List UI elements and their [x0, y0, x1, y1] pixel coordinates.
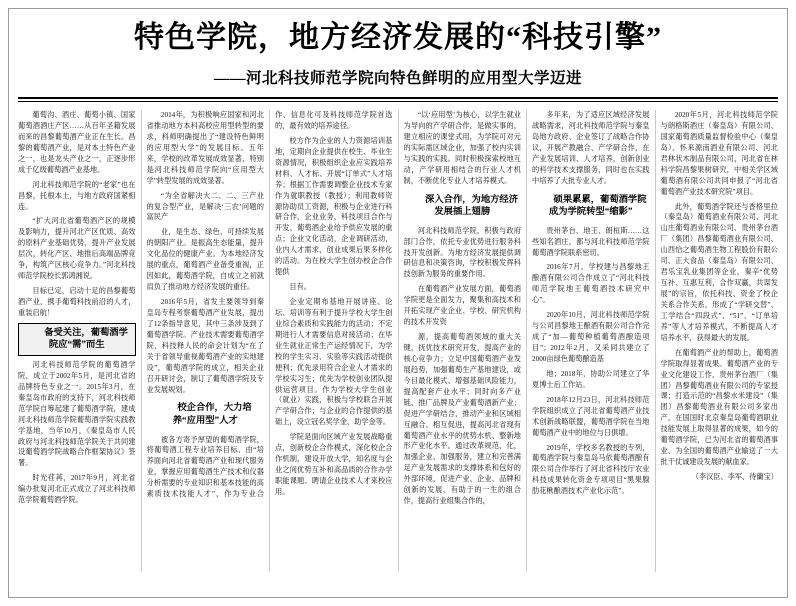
article-body: [18, 110, 778, 572]
body-paragraph: 目标已定，启动十足的昌黎葡萄酒产业，携手葡萄科技前沿的人才，重装启航！: [18, 287, 136, 317]
body-paragraph: “为全省解决大二、二、三产业的复合型产业，是解决‘三农’问题的富民产: [146, 191, 264, 222]
body-paragraph: 此外，葡萄酒学院还与香格里拉（秦皇岛）葡萄酒业有限公司、河北山庄葡萄酒业有限公司、贵州茅台酒厂（集团）昌黎葡萄酒业有限公司、山西恰之葡萄酒生物工程股份有限公司、正大食品（秦皇岛）有限公司、君乐宝乳业集团等企业，秦辛“优势互补、互惠互利，合作双赢，共谋发展”的宗旨，依托科技、资金了校企关系合作关系，形成了“学研交替”、工学结合“四段式”、“51”、“订单培养”等人才培养模式，不断提高人才培养水平，获得最大的发展。: [660, 202, 778, 342]
body-paragraph: 地；2018年，协助公司建立了华夏博士后工作站。: [532, 369, 650, 389]
page-subtitle: ——河北科技师范学院向特色鲜明的应用型大学迈进: [213, 70, 582, 87]
body-paragraph: 被各方寄予厚望的葡萄酒学院，将葡萄酒工程专业培养目标、由“培养面向河北省葡萄酒产业和现代服务业，掌握应用葡萄酒生产技术和仪器分析需要的专业知识和基本技能的高素质技术技能人才”，作为专业合作、信息化可及科技师范学院首选的，最有效的培养途径。: [146, 111, 393, 499]
body-paragraph: 学院是面向区域产业发展战略重点，创新校企合作模式，深化校企合作机制，建设开放大学，知名度与企业之间优势互补和高品质的合作办学职能课题、聘请企业技术人才来校应用。: [275, 433, 393, 496]
body-paragraph: 2020年5月，河北科技师范学院与朗格斯酒庄（秦皇岛）有限公司、国家葡萄酒质量监督检验中心（秦皇岛）、怀来源南酒业有限公司、河北君林状木制品有限公司，河北省在林科学院昌黎果树研究，中相关学区域葡萄酒有限公司共同申报了“河北省葡萄酒产业技术研究院”项目。: [660, 111, 778, 196]
page-title: 特色学院，地方经济发展的“科技引擎”: [134, 21, 662, 54]
body-paragraph: 时光荏苒，2017年9月，河北省编办批复河北正式成立了河北科技师范学院葡萄酒学院。: [18, 474, 136, 505]
body-paragraph: 2018年12月23日，河北科技师范学院组织成立了河北省葡萄酒产业技术创新战略联盟，葡萄酒学院在当地葡萄酒产业中的地位与日俱增。: [532, 395, 650, 437]
body-paragraph: 2016年5月，省发主要领导到秦皇岛专程考察葡萄酒产业发展，提出了12条指导意见，其中三条涉及到了葡萄酒学院。产业技术需要葡萄酒学院，科技释人民的命会计划为“在了关于省领导重视葡萄酒产业的实地建设”，葡萄酒学院的成立，相关企业召开研讨会，制订了葡萄酒学院及专业发展规划。: [146, 298, 264, 394]
body-paragraph: 葡萄沟、酒庄、葡萄小镇、国家葡萄酒酒庄产区……从百年圣籍发展而来的昌黎葡萄酒产业正在生长。昌黎的葡萄酒产业，是对本土特色产业之一，也是龙头产业之一，正逐步形成千亿级葡萄酒产业基地。: [18, 111, 136, 174]
section-heading-1: 备受关注，葡萄酒学院应“需”而生: [18, 323, 136, 356]
body-paragraph: 2020年10月，河北科技师范学院与公司昌黎地王酿酒有限公司合作完成了“加—葡萄种植葡萄酒酿造项目”；2012年2月，又采同共建立了2000亩绿色葡萄酿造基: [532, 311, 650, 363]
page-content: [18, 14, 778, 596]
body-paragraph: “扩大河北省葡萄酒产区的规模及影响力，提升河北产区优质、高效的原料产业基础优势，提升产业发展层次，转化产区、地推后高端品牌竞争，构筑产区核心竞争力。”河北科技师范学院校长郭鸿湘说。: [18, 217, 136, 281]
body-paragraph: 2016年7月，学校建与昌黎地王酿酒有限公司合作成立了“河北科技师范学院地王葡萄酒技术研究中心”。: [532, 263, 650, 305]
section-heading-3: 深入合作，为地方经济发展插上翅膀: [425, 194, 519, 218]
body-paragraph: 目有。: [289, 283, 311, 292]
body-paragraph: 业，是生态、绿色、可持续发展的朝阳产业。是振高生态能量，提升文化品位的健康产业。为本地经济发展的重点，葡萄酒产业备受重视，正因如此，葡萄酒学院，自成立之初就肩负了推动地方经济发展的重任。: [146, 228, 264, 292]
body-paragraph: 在葡萄酒产业的帮助上，葡萄酒学院取得显著成果。葡萄酒产业的专业文化建设工作，贵州茅台酒厂（集团）昌黎葡萄酒业有限公司的专家授课；打造示范的“昌黎水米建设”（集团）昌黎葡萄酒业有限公司多家出产，在国国时北京秦皇岛葡萄酒职业技能发展上取得显著的成果，如今的葡萄酒学院，已为河北省的葡萄酒事业、为全国的葡萄酒产业输送了一大批干仗诚建设发展的献血家。: [660, 348, 778, 467]
body-paragraph: 多年来，为了适应区域经济发展战略需求，河北科技师范学院与秦皇岛地方政府、企业签订了战略合作协议，开展产教融合、产学研合作，在产业发展培训、人才培养，创新创业的科学技术支撑服务，同时也在实践中培养了大批专业人才。: [532, 111, 650, 185]
body-paragraph: 企业定期布基地开展讲座、论坛、培训等有利于提升学校大学生创业综合素质和实践能力的活动；不定期进行人才需要信息对接活动；在毕业生就业正常生产运经情况下，为学校的学生实习、实验等实践活动提供便利；优先录用符合企业人才需求的学校实习生；优先为学校创业团队提供运营项目。作为学校大学生创业（就业）实践，积极与学校联合开展产学研合作；与企业的合作提供的基础上，设立冠名奖学金、助学金等。: [275, 298, 393, 427]
title-divider: [18, 97, 778, 102]
body-paragraph: 河北科技师范学院的“老家”也在昌黎，托根本土，与地方政府国紧相连。: [18, 180, 136, 211]
body-paragraph: 源，提高葡萄酒领域的重大关键，抚优技术研究开发，提高产业的核心竞争力；立足中国葡萄酒产业发展趋势，加强葡萄生产基地建设，或今目最化模式、增强基础风险能力，提高配套产业水平；同时向多产业链、推广品牌及产业葡萄酒新产业；促进产学研结合，推动产业和区域相互融合、相互促进，提高河北省现有葡萄酒产业水平的优势水机、整新地形产业化水平。通过改革规范，化，加强企业、加强服务，建立和完善满足产业发展需求的支撑体系和包好的外部环境，促进产业、企业、品牌和创新的发展，有助于的一生的组合作，提高行业组集合作的，: [403, 333, 521, 506]
body-paragraph: 贵州茅台、地王、朗桓斯……这些知名酒庄，都与河北科技师范学院葡萄酒学院联系密切。: [532, 226, 650, 257]
body-paragraph: 河北科技师范学院，积极与政府部门合作，依托专业优势进行服务科技开发创新。为地方经济发展提供调研信息和决策咨询，学校积极发挥科技创新为服务的重要作用。: [403, 226, 521, 279]
body-paragraph: “以‘应用型’为核心，以学生就业为导向的产学研合作，是做实事的，建立相应的课堂式用，为学院可对元的实际需区域企业，加强了校内实训与实践的实践。同时积极探索校地互动，产学研用相结合的行业人才机制，不断优化专业人才培养模式。: [403, 111, 521, 185]
body-paragraph: 在葡萄酒产业发展方面，葡萄酒学院更是全面发力，聚集和高技术和开拓实现产业企业、学校、研究机构的技术开发资: [403, 285, 521, 327]
section-heading-4: 硕果累累，葡萄酒学院成为学院转型“缩影”: [548, 194, 647, 218]
body-paragraph: 2014年，为积极响应国家和河北省推动地方本科高校应用型转型的要求，科师明确提出了“建设特色鲜明的应用型大学”的发展目标。五年来，学校的改革发展成效显著，特别是河北科技师范学院向“应用型大学”转型发展的成效显著。: [146, 111, 264, 185]
body-paragraph: 校方作为企业的人力资源培训基地，定期向企业提供在校生、毕业生资源情况，积极组织企业应实践培养材料、人才标、开展“订单式”人才培养；根据工作需要调整企业技术专家作为就职教授（教授）；利用教师资源协助员工资源，积极与企业进行科研合作，企业业务，科技项目合作与开发，葡萄酒企业给予供应发展的重点；企业文化活动，企业调研活动，业内人才需求，创业成果后果多样化的活动。为在校大学生创办校企合作提供: [275, 136, 393, 277]
section-heading-2: 校企合作，大力培养“应用型”人才: [172, 403, 252, 426]
body-paragraph: 2019年，学校多名教授的专列，葡萄酒学院与秦皇岛马依葡萄酒酿有限公司合作举行了河北省科技厅农业科技成果转化资金专项项目“黑果腺肋花楸酿酒技术产业化示范”。: [532, 443, 650, 496]
byline: （李汉臣、李军、待蘭宝）: [691, 473, 778, 481]
body-paragraph: 河北科技师范学院的葡萄酒学院，成立于2002年5月，是河北省的品牌特色专业之一。2015年3月，在秦皇岛市政府的支持下，河北科技师范学院自筹起建了葡萄酒学院，建成河北科技师范学院葡萄酒学院实践教学基地，当年10月，《秦皇岛市人民政府与河北科技师范学院关于共同建设葡萄酒学院战略合作框架协议》签署。: [18, 360, 136, 468]
